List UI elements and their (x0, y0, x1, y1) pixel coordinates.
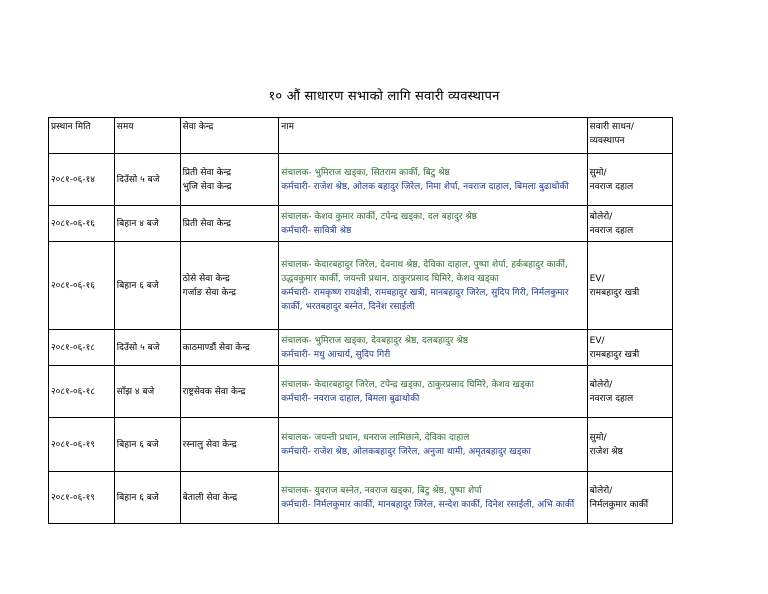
staff-list: कर्मचारी- सावित्री श्रेष्ठ (281, 225, 352, 236)
cell-vehicle (587, 206, 672, 242)
cell-service-center (180, 154, 279, 206)
service-center-name: राष्ट्रसेवक सेवा केन्द्र (182, 386, 246, 397)
staff-list: कर्मचारी- मधु आचार्य, सुदिप गिरी (281, 349, 391, 360)
staff-list: कर्मचारी- राजेश श्रेष्ठ, ओलक बहादुर जिरेल, निमा शेर्पा, नवराज दाहाल, बिमला बुढाथोकी (281, 181, 569, 192)
vehicle-type: बोलेरो/ (589, 485, 613, 496)
cell-departure-date: २०८१-०६-१८ (49, 330, 115, 366)
vehicle-driver: निर्मलकुमार कार्की (589, 499, 649, 510)
table-row (49, 242, 673, 330)
header-departure-date: प्रस्थान मिति (49, 118, 115, 154)
cell-names (279, 418, 587, 472)
table-row (49, 330, 673, 366)
cell-vehicle (587, 242, 672, 330)
cell-departure-date: २०८१-०६-१८ (49, 366, 115, 418)
service-center-name: काठमाण्डौं सेवा केन्द्र (182, 342, 250, 353)
staff-list: कर्मचारी- निर्मलकुमार कार्की, मानबहादुर जिरेल, सन्देश कार्की, दिनेश रसाईली, अभि कार्की (281, 499, 575, 510)
service-center-name: रस्नालु सेवा केन्द्र (182, 439, 237, 450)
organizer-list: संचालक- केदारबहादुर जिरेल, देवनाथ श्रेष्ठ, देविका दाहाल, पुष्पा शेर्पा, हर्कबहादुर कार्की, उद्धवकुमार कार्की, जयन्ती प्रधान, ठाकुरप्रसाद घिमिरे, केशव खड्का (281, 259, 568, 284)
vehicle-type: सुमो/ (589, 432, 607, 443)
vehicle-driver: रामबहादुर खत्री (589, 349, 640, 360)
vehicle-type: सुमो/ (589, 167, 607, 178)
vehicle-schedule-table (48, 117, 673, 524)
cell-names (279, 154, 587, 206)
cell-departure-date: २०८१-०६-१९ (49, 472, 115, 524)
cell-time: दिउँसो ५ बजे (114, 154, 180, 206)
cell-vehicle (587, 366, 672, 418)
header-service-center: सेवा केन्द्र (180, 118, 279, 154)
cell-departure-date: २०८१-०६-१६ (49, 242, 115, 330)
table-row (49, 206, 673, 242)
cell-time: बिहान ६ बजे (114, 242, 180, 330)
vehicle-driver: नवराज दहाल (589, 181, 634, 192)
vehicle-driver: रामबहादुर खत्री (589, 287, 640, 298)
cell-names (279, 206, 587, 242)
cell-departure-date: २०८१-०६-१४ (49, 154, 115, 206)
table-row (49, 472, 673, 524)
cell-names (279, 242, 587, 330)
cell-service-center (180, 242, 279, 330)
staff-list: कर्मचारी- रामकृष्ण रायक्षेत्री, रामबहादुर खत्री, मानबहादुर जिरेल, सुदिप गिरी, निर्मलकुमार कार्की, भरतबहादुर बस्नेत, दिनेश रसाईली (281, 287, 569, 312)
cell-time: दिउँसो ५ बजे (114, 330, 180, 366)
vehicle-driver: नवराज दहाल (589, 393, 634, 404)
service-center-name: गर्जाङ सेवा केन्द्र (182, 287, 236, 298)
cell-service-center (180, 472, 279, 524)
vehicle-type: EV/ (589, 273, 605, 284)
cell-vehicle (587, 154, 672, 206)
service-center-name: ठोसे सेवा केन्द्र (182, 273, 230, 284)
vehicle-type: EV/ (589, 335, 605, 346)
cell-vehicle (587, 330, 672, 366)
table-row (49, 366, 673, 418)
table-row (49, 154, 673, 206)
cell-names (279, 472, 587, 524)
cell-names (279, 366, 587, 418)
cell-names (279, 330, 587, 366)
document-title: १० औं साधारण सभाको लागि सवारी व्यवस्थापन (268, 89, 500, 104)
vehicle-driver: राजेश श्रेष्ठ (589, 446, 623, 457)
cell-vehicle (587, 472, 672, 524)
vehicle-type: बोलेरो/ (589, 379, 613, 390)
cell-departure-date: २०८१-०६-१६ (49, 206, 115, 242)
cell-vehicle (587, 418, 672, 472)
cell-time: बिहान ६ बजे (114, 472, 180, 524)
service-center-name: प्रिती सेवा केन्द्र (182, 218, 232, 229)
header-names: नाम (279, 118, 587, 154)
cell-time: बिहान ४ बजे (114, 206, 180, 242)
cell-service-center (180, 366, 279, 418)
cell-departure-date: २०८१-०६-१९ (49, 418, 115, 472)
staff-list: कर्मचारी- राजेश श्रेष्ठ, ओलकबहादुर जिरेल, अनुजा थामी, अमृतबहादुर खड्का (281, 446, 531, 457)
header-time: समय (114, 118, 180, 154)
header-vehicle: सवारी साधन/ व्यवस्थापन (587, 118, 672, 154)
organizer-list: संचालक- भुमिराज खड्का, देवबहादुर श्रेष्ठ, दलबहादुर श्रेष्ठ (281, 335, 469, 346)
table-header-row (49, 118, 673, 154)
table-body (49, 154, 673, 524)
cell-time: साँझ ४ बजे (114, 366, 180, 418)
cell-time: बिहान ६ बजे (114, 418, 180, 472)
organizer-list: संचालक- युवराज बस्नेत, नवराज खड्का, बिटु श्रेष्ठ, पुष्पा शेर्पा (281, 485, 482, 496)
service-center-name: बेताली सेवा केन्द्र (182, 492, 238, 503)
organizer-list: संचालक- भुमिराज खड्का, सितराम कार्की, बिटु श्रेष्ठ (281, 167, 450, 178)
organizer-list: संचालक- केशव कुमार कार्की, टपेन्द्र खड्का, दल बहादुर श्रेष्ठ (281, 211, 477, 222)
cell-service-center (180, 206, 279, 242)
cell-service-center (180, 330, 279, 366)
staff-list: कर्मचारी- नवराज दाहाल, बिमला बुढाथोकी (281, 393, 420, 404)
service-center-name: प्रिती सेवा केन्द्र (182, 167, 232, 178)
cell-service-center (180, 418, 279, 472)
service-center-name: भुजि सेवा केन्द्र (182, 181, 232, 192)
organizer-list: संचालक- केदारबहादुर जिरेल, टपेन्द्र खड्का, ठाकुरप्रसाद घिमिरे, केशव खड्का (281, 379, 534, 390)
vehicle-type: बोलेरो/ (589, 211, 613, 222)
table-row (49, 418, 673, 472)
vehicle-driver: नवराज दहाल (589, 225, 634, 236)
organizer-list: संचालक- जयन्ती प्रधान, धनराज लामिछाने, देविका दाहाल (281, 432, 470, 443)
